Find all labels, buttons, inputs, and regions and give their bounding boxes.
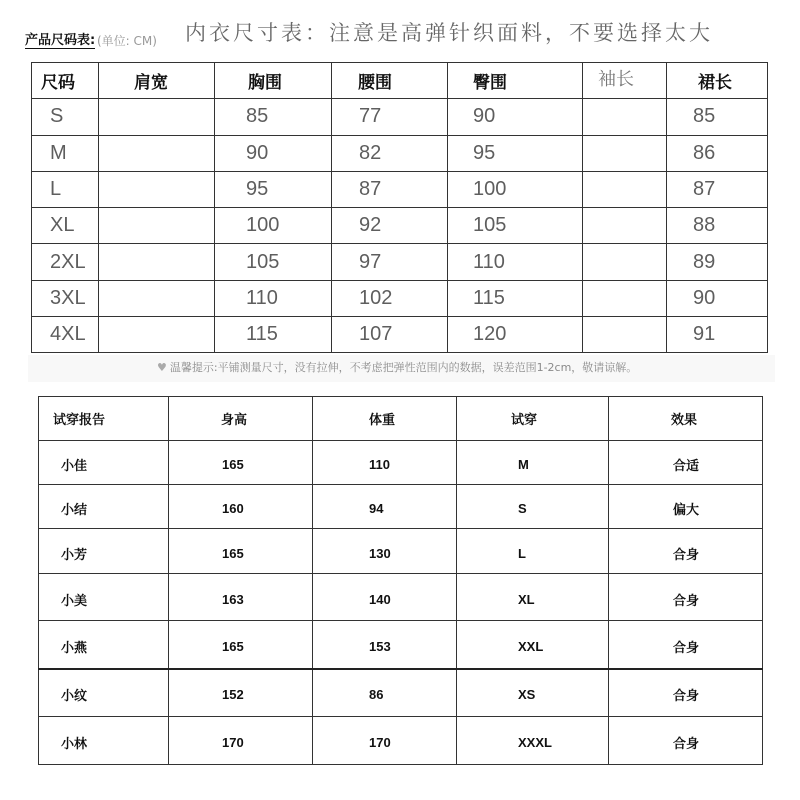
size-label: 2XL: [32, 244, 99, 280]
effect-cell: 合身: [609, 621, 763, 669]
waist-cell: 82: [332, 135, 448, 171]
chart-label: 产品尺码表:: [25, 33, 96, 48]
fitting-row: [39, 669, 763, 717]
chest-cell: 100: [215, 208, 332, 244]
weight-cell: 130: [313, 529, 457, 574]
column-header-length: 裙长: [667, 63, 768, 99]
chest-cell: 110: [215, 280, 332, 316]
size-row: [32, 99, 768, 135]
hip-cell: 120: [448, 317, 583, 353]
measurement-note: [157, 361, 637, 375]
column-header-tried-size: 试穿: [457, 397, 609, 441]
waist-cell: 97: [332, 244, 448, 280]
weight-cell: 94: [313, 485, 457, 529]
length-cell: 90: [667, 280, 768, 316]
column-header-chest: 胸围: [215, 63, 332, 99]
shoulder-cell: [99, 208, 215, 244]
column-header-size: 尺码: [32, 63, 99, 99]
sleeve-cell: [583, 208, 667, 244]
height-cell: 165: [169, 441, 313, 485]
size-table: [31, 62, 768, 353]
fitting-row: [39, 621, 763, 669]
size-row: [32, 208, 768, 244]
tester-name: 小林: [39, 717, 169, 765]
column-header-shoulder: 肩宽: [99, 63, 215, 99]
weight-cell: 170: [313, 717, 457, 765]
effect-cell: 偏大: [609, 485, 763, 529]
size-label: L: [32, 171, 99, 207]
tester-name: 小纹: [39, 669, 169, 717]
height-cell: 163: [169, 574, 313, 621]
tester-name: 小芳: [39, 529, 169, 574]
size-label: S: [32, 99, 99, 135]
size-table-header-row: [32, 63, 768, 99]
sleeve-cell: [583, 244, 667, 280]
effect-cell: 合身: [609, 669, 763, 717]
effect-cell: 合身: [609, 529, 763, 574]
height-cell: 170: [169, 717, 313, 765]
page-title: 内衣尺寸表：注意是高弹针织面料，不要选择太大: [185, 21, 713, 45]
sleeve-cell: [583, 99, 667, 135]
chest-cell: 95: [215, 171, 332, 207]
heart-icon: [157, 361, 170, 374]
sleeve-cell: [583, 280, 667, 316]
hip-cell: 95: [448, 135, 583, 171]
waist-cell: 102: [332, 280, 448, 316]
size-row: [32, 135, 768, 171]
length-cell: 91: [667, 317, 768, 353]
fitting-row: [39, 717, 763, 765]
fitting-row: [39, 485, 763, 529]
column-header-waist: 腰围: [332, 63, 448, 99]
weight-cell: 140: [313, 574, 457, 621]
height-cell: 165: [169, 529, 313, 574]
length-cell: 86: [667, 135, 768, 171]
hip-cell: 115: [448, 280, 583, 316]
fitting-row: [39, 529, 763, 574]
tester-name: 小燕: [39, 621, 169, 669]
waist-cell: 87: [332, 171, 448, 207]
height-cell: 165: [169, 621, 313, 669]
waist-cell: 92: [332, 208, 448, 244]
note-text: 温馨提示:平铺测量尺寸，没有拉伸，不考虑把弹性范围内的数据，误差范围1-2cm，敬请谅解。: [169, 361, 638, 374]
size-label: 3XL: [32, 280, 99, 316]
chest-cell: 105: [215, 244, 332, 280]
length-cell: 87: [667, 171, 768, 207]
sleeve-cell: [583, 317, 667, 353]
fitting-table-header-row: [39, 397, 763, 441]
tried-size-cell: XXL: [457, 621, 609, 669]
fitting-report-table: [38, 396, 763, 765]
size-row: [32, 171, 768, 207]
length-cell: 88: [667, 208, 768, 244]
weight-cell: 110: [313, 441, 457, 485]
size-row: [32, 244, 768, 280]
height-cell: 160: [169, 485, 313, 529]
column-header-hip: 臀围: [448, 63, 583, 99]
effect-cell: 合身: [609, 717, 763, 765]
hip-cell: 90: [448, 99, 583, 135]
chest-cell: 85: [215, 99, 332, 135]
chest-cell: 115: [215, 317, 332, 353]
weight-cell: 86: [313, 669, 457, 717]
shoulder-cell: [99, 171, 215, 207]
tester-name: 小佳: [39, 441, 169, 485]
column-header-weight: 体重: [313, 397, 457, 441]
length-cell: 89: [667, 244, 768, 280]
column-header-name: 试穿报告: [39, 397, 169, 441]
weight-cell: 153: [313, 621, 457, 669]
effect-cell: 合身: [609, 574, 763, 621]
tried-size-cell: XL: [457, 574, 609, 621]
tried-size-cell: S: [457, 485, 609, 529]
fitting-row: [39, 441, 763, 485]
size-label: M: [32, 135, 99, 171]
fitting-row: [39, 574, 763, 621]
tester-name: 小美: [39, 574, 169, 621]
size-label: XL: [32, 208, 99, 244]
tester-name: 小结: [39, 485, 169, 529]
size-row: [32, 317, 768, 353]
waist-cell: 77: [332, 99, 448, 135]
hip-cell: 110: [448, 244, 583, 280]
sleeve-cell: [583, 171, 667, 207]
column-header-effect: 效果: [609, 397, 763, 441]
chest-cell: 90: [215, 135, 332, 171]
unit-label: (单位: CM): [97, 34, 157, 48]
shoulder-cell: [99, 99, 215, 135]
effect-cell: 合适: [609, 441, 763, 485]
length-cell: 85: [667, 99, 768, 135]
shoulder-cell: [99, 317, 215, 353]
tried-size-cell: XS: [457, 669, 609, 717]
hip-cell: 105: [448, 208, 583, 244]
shoulder-cell: [99, 280, 215, 316]
shoulder-cell: [99, 244, 215, 280]
tried-size-cell: M: [457, 441, 609, 485]
hip-cell: 100: [448, 171, 583, 207]
sleeve-cell: [583, 135, 667, 171]
shoulder-cell: [99, 135, 215, 171]
size-label: 4XL: [32, 317, 99, 353]
height-cell: 152: [169, 669, 313, 717]
column-header-sleeve: 袖长: [583, 63, 667, 99]
waist-cell: 107: [332, 317, 448, 353]
tried-size-cell: XXXL: [457, 717, 609, 765]
size-row: [32, 280, 768, 316]
column-header-height: 身高: [169, 397, 313, 441]
tried-size-cell: L: [457, 529, 609, 574]
